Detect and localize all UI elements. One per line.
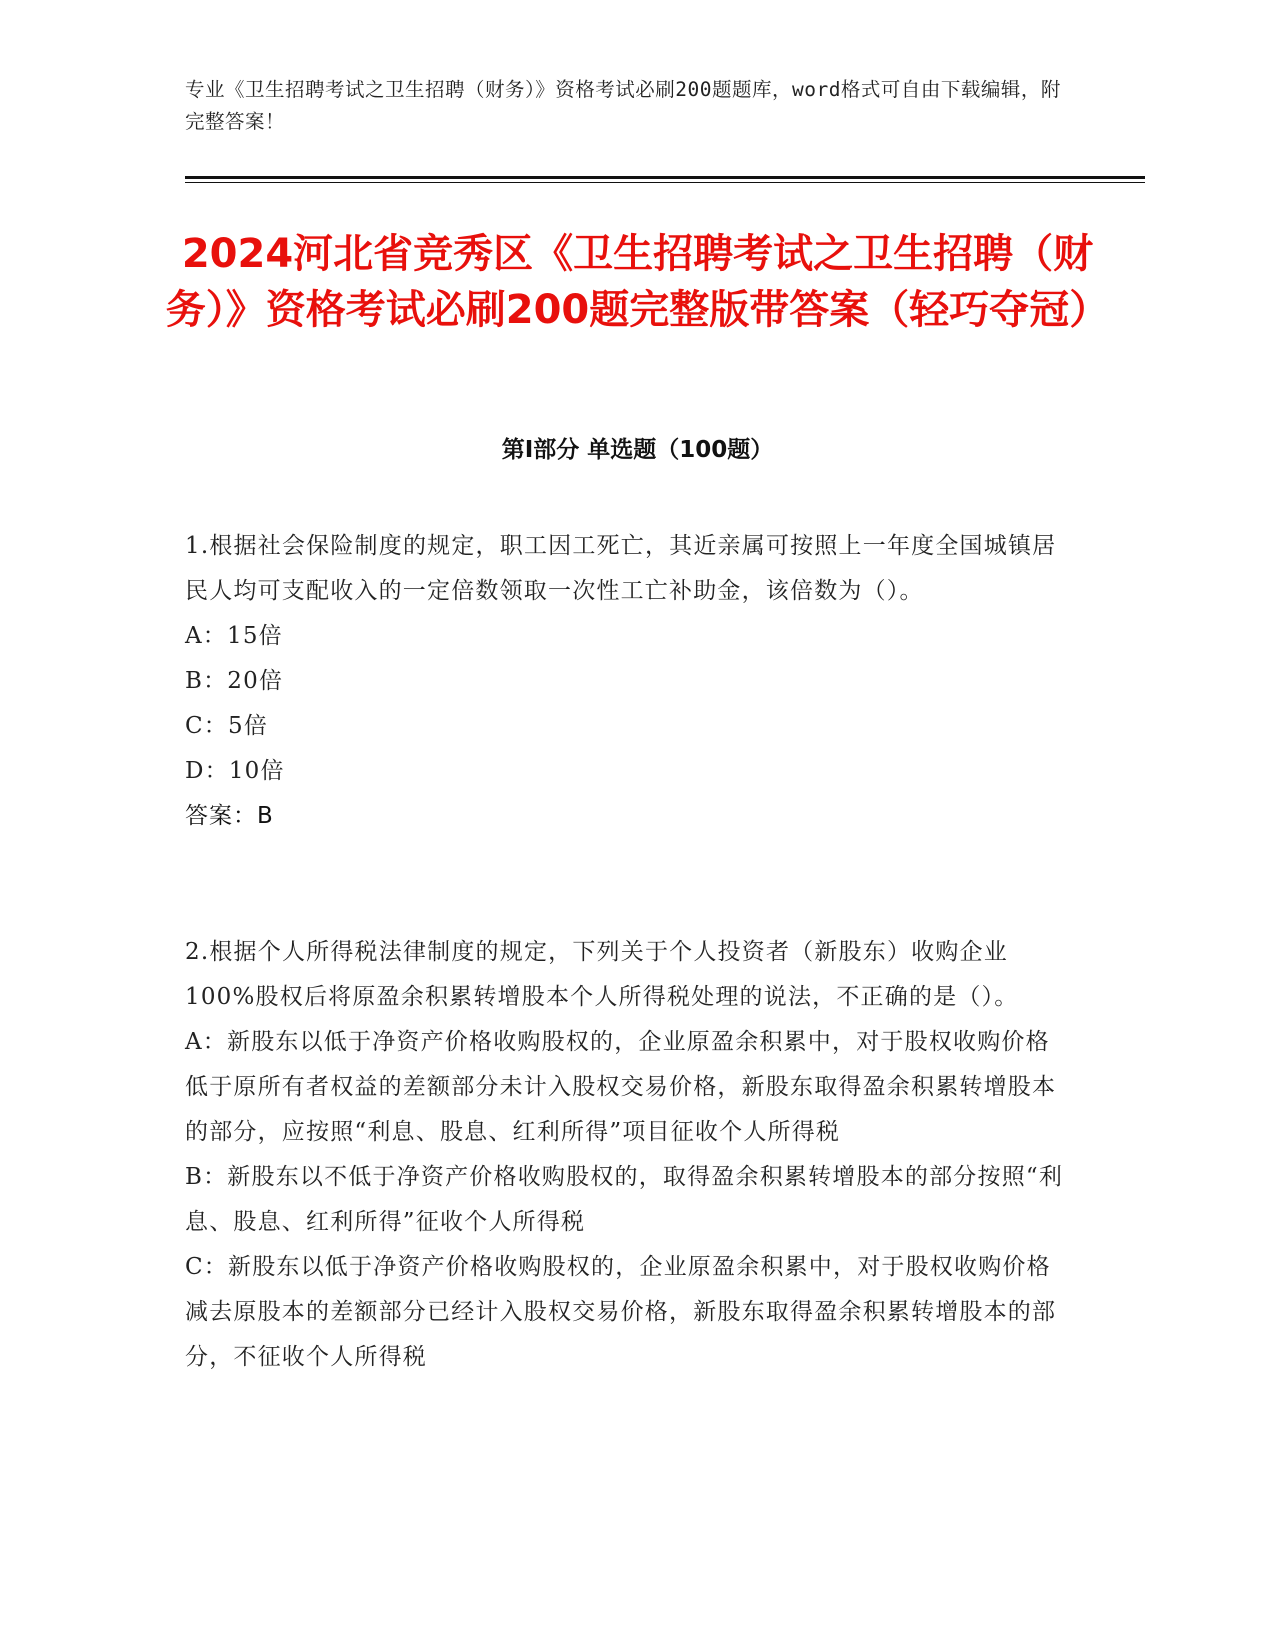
question-1 <box>185 524 1065 839</box>
question-2-option-a: A：新股东以低于净资产价格收购股权的，企业原盈余积累中，对于股权收购价格低于原所有者权益的差额部分未计入股权交易价格，新股东取得盈余积累转增股本的部分，应按照“利息、股息、红利所得”项目征收个人所得税 <box>185 1029 1057 1145</box>
question-2-option-b: B：新股东以不低于净资产价格收购股权的，取得盈余积累转增股本的部分按照“利息、股息、红利所得”征收个人所得税 <box>185 1164 1064 1235</box>
header-divider-thick <box>185 176 1145 179</box>
question-2-option-c: C：新股东以低于净资产价格收购股权的，企业原盈余积累中，对于股权收购价格减去原股本的差额部分已经计入股权交易价格，新股东取得盈余积累转增股本的部分，不征收个人所得税 <box>185 1254 1057 1370</box>
document-title: 2024河北省竞秀区《卫生招聘考试之卫生招聘（财务）》资格考试必刷200题完整版带答案（轻巧夺冠） <box>165 231 1110 333</box>
question-1-stem: 1.根据社会保险制度的规定，职工因工死亡，其近亲属可按照上一年度全国城镇居民人均可支配收入的一定倍数领取一次性工亡补助金，该倍数为（）。 <box>185 533 1057 604</box>
header-note: 专业《卫生招聘考试之卫生招聘（财务）》资格考试必刷200题题库，word格式可自由下载编辑，附完整答案！ <box>185 78 1061 133</box>
question-1-answer: 答案：B <box>185 803 274 829</box>
question-1-option-c: C：5倍 <box>185 713 269 739</box>
question-1-option-b: B：20倍 <box>185 668 284 694</box>
question-1-option-a: A：15倍 <box>185 623 283 649</box>
question-2-stem: 2.根据个人所得税法律制度的规定，下列关于个人投资者（新股东）收购企业100%股权后将原盈余积累转增股本个人所得税处理的说法，不正确的是（）。 <box>185 939 1019 1010</box>
section-heading: 第I部分 单选题（100题） <box>501 437 774 463</box>
header-divider-thin <box>185 182 1145 183</box>
question-1-option-d: D：10倍 <box>185 758 285 784</box>
question-2 <box>185 930 1065 1380</box>
